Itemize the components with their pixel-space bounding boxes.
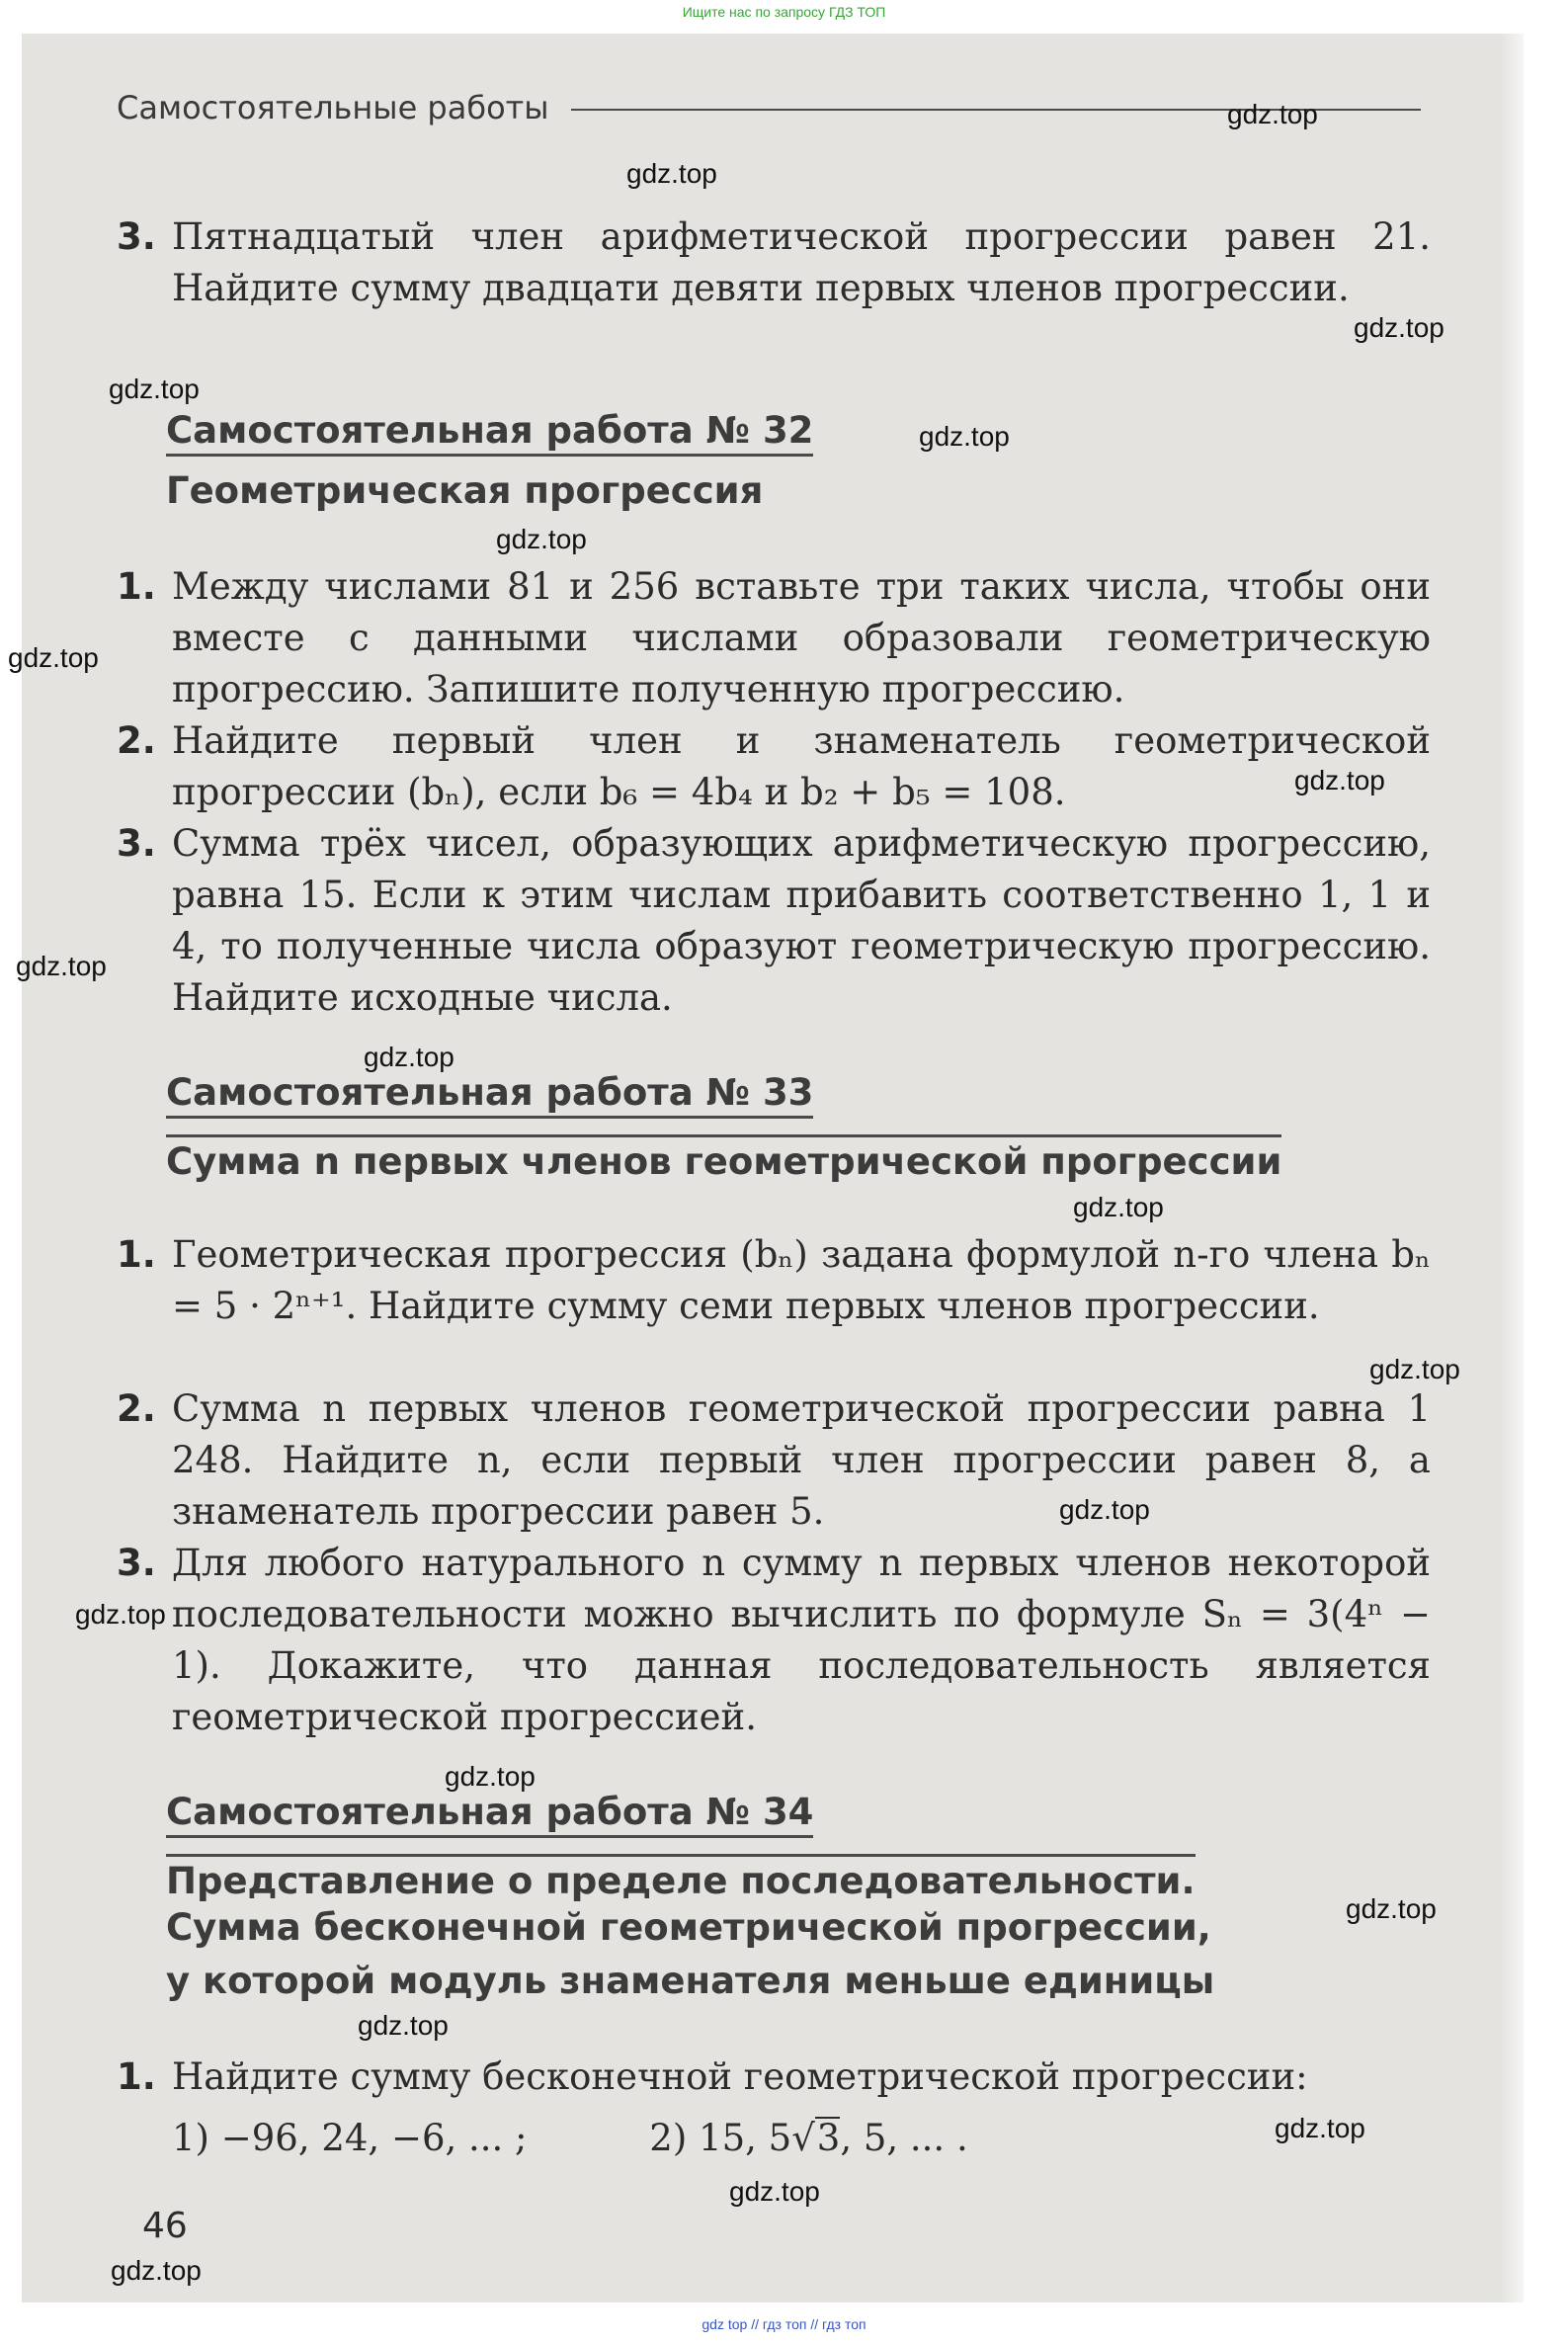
task-34-1-options: [172, 2113, 968, 2164]
watermark: gdz.top: [16, 951, 107, 981]
sqrt-sign: √: [791, 2117, 815, 2159]
task-text: Геометрическая прогрессия (bₙ) задана формулой n-го члена bₙ = 5 · 2ⁿ⁺¹. Найдите сумму семи первых членов прогрессии.: [172, 1233, 1431, 1327]
task-text: Пятнадцатый член арифметической прогрессии равен 21. Найдите сумму двадцати девяти первых членов прогрессии.: [172, 215, 1431, 309]
watermark: gdz.top: [1369, 1354, 1460, 1384]
task-33-3: [117, 1538, 1431, 1743]
watermark: gdz.top: [445, 1761, 536, 1792]
task-text: Найдите сумму бесконечной геометрической прогрессии:: [172, 2055, 1308, 2098]
task-text: Найдите первый член и знаменатель геометрической прогрессии (bₙ), если b₆ = 4b₄ и b₂ + b₅ = 108.: [172, 719, 1431, 813]
watermark: gdz.top: [1227, 99, 1318, 129]
watermark: gdz.top: [496, 524, 587, 554]
task-32-3: [117, 818, 1431, 1024]
task-text: Сумма трёх чисел, образующих арифметическую прогрессию, равна 15. Если к этим числам прибавить соответственно 1, 1 и 4, то полученные числа образуют геометрическую прогрессию. Найдите исходные числа.: [172, 822, 1431, 1019]
watermark: gdz.top: [8, 642, 99, 673]
watermark: gdz.top: [109, 374, 200, 404]
page-number: 46: [142, 2206, 188, 2246]
watermark: gdz.top: [1294, 765, 1385, 795]
section-32-subtitle: Геометрическая прогрессия: [166, 469, 764, 512]
task-text: Для любого натурального n сумму n первых членов некоторой последовательности можно вычислить по формуле Sₙ = 3(4ⁿ − 1). Докажите, что данная последовательность является геометрической прогрессией.: [172, 1542, 1431, 1738]
top-banner: Ищите нас по запросу ГДЗ ТОП: [682, 4, 886, 20]
section-34-subtitle-line-3: у которой модуль знаменателя меньше единицы: [166, 1960, 1215, 2002]
watermark: gdz.top: [111, 2255, 202, 2286]
task-number: 2.: [117, 719, 156, 762]
task-33-2: [117, 1383, 1431, 1538]
section-33-subtitle: Сумма n первых членов геометрической прогрессии: [166, 1134, 1281, 1187]
task-number: 3.: [117, 215, 156, 258]
option-1: 1) −96, 24, −6, ... ;: [172, 2117, 528, 2159]
watermark: gdz.top: [919, 421, 1010, 452]
section-34-title: Самостоятельная работа № 34: [166, 1791, 813, 1838]
running-header: Самостоятельные работы: [117, 89, 549, 126]
section-34-subtitle-line-1: Представление о пределе последовательности.: [166, 1854, 1196, 1906]
page-edge-shadow: [1500, 34, 1524, 2302]
task-32-2: [117, 715, 1431, 818]
section-34-subtitle-line-2: Сумма бесконечной геометрической прогрессии,: [166, 1906, 1211, 1949]
watermark: gdz.top: [75, 1599, 166, 1630]
watermark: gdz.top: [1354, 312, 1444, 343]
watermark: gdz.top: [1059, 1494, 1150, 1525]
bottom-banner: gdz top // гдз топ // гдз топ: [701, 2316, 867, 2332]
task-33-1: [117, 1229, 1431, 1332]
watermark: gdz.top: [364, 1042, 454, 1072]
task-number: 1.: [117, 565, 156, 608]
option-2: [649, 2113, 967, 2164]
section-32-title: Самостоятельная работа № 32: [166, 409, 813, 457]
task-number: 1.: [117, 2055, 156, 2098]
sqrt-radicand: 3: [816, 2117, 841, 2159]
task-32-1: [117, 561, 1431, 715]
watermark: gdz.top: [1073, 1192, 1164, 1222]
task-text: Сумма n первых членов геометрической прогрессии равна 1 248. Найдите n, если первый член прогрессии равен 8, а знаменатель прогрессии равен 5.: [172, 1387, 1431, 1533]
option-2-end: , 5, ... .: [840, 2117, 968, 2159]
watermark: gdz.top: [1346, 1893, 1437, 1924]
task-number: 3.: [117, 822, 156, 865]
task-number: 1.: [117, 1233, 156, 1276]
option-2-start: 2) 15, 5: [649, 2117, 792, 2159]
watermark: gdz.top: [358, 2010, 449, 2041]
task-34-1: [117, 2051, 1431, 2103]
task-text: Между числами 81 и 256 вставьте три таких числа, чтобы они вместе с данными числами образовали геометрическую прогрессию. Запишите полученную прогрессию.: [172, 565, 1431, 711]
task-number: 3.: [117, 1542, 156, 1584]
watermark: gdz.top: [1275, 2113, 1365, 2143]
task-31-3: [117, 211, 1431, 314]
section-33-title: Самостоятельная работа № 33: [166, 1071, 813, 1119]
watermark: gdz.top: [729, 2176, 820, 2207]
watermark: gdz.top: [626, 158, 717, 189]
task-number: 2.: [117, 1387, 156, 1430]
